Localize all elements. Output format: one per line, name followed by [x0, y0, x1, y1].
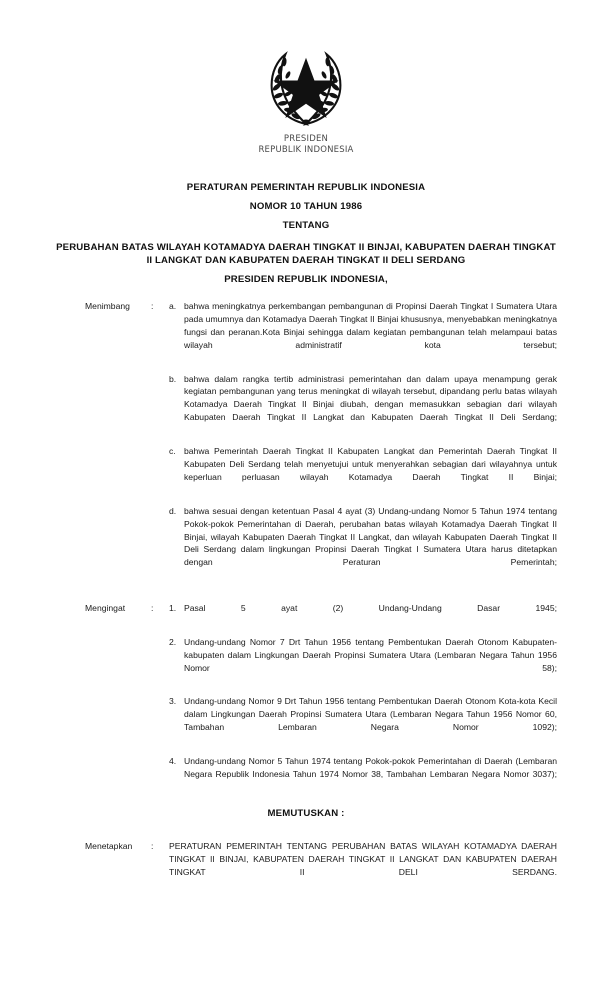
title-tentang: TENTANG — [282, 220, 330, 231]
title-subject: PERUBAHAN BATAS WILAYAH KOTAMADYA DAERAH TINGKAT II BINJAI, KABUPATEN DAERAH TINGKAT II LANGKAT DAN KABUPATEN DAERAH TINGKAT II DELI SERDANG — [56, 242, 556, 266]
list-item — [169, 755, 557, 794]
list-item — [169, 695, 557, 747]
list-item-text: bahwa dalam rangka tertib administrasi pemerintahan dan dalam upaya menampung gerak kegiatan pembangunan yang terus meningkat di wilayah tersebut, dipandang perlu batas wilayah Kotamadya Daerah Tingkat II Binjai diubah, dengan memasukkan sebagian dari wilayah Kabupaten Daerah Tingkat II Langkat dan Kabupaten Daerah Tingkat II Deli Serdang; — [184, 373, 557, 423]
emblem-caption-line2: REPUBLIK INDONESIA — [258, 145, 354, 155]
list-item — [169, 445, 557, 497]
list-item — [169, 636, 557, 688]
emblem-caption — [0, 134, 612, 156]
list-item-marker: 3. — [169, 696, 177, 707]
emblem-caption-line1: PRESIDEN — [283, 134, 329, 144]
list-item-text: Pasal 5 ayat (2) Undang-Undang Dasar 1945; — [184, 603, 557, 613]
mengingat-colon: : — [151, 603, 154, 613]
mengingat-items — [169, 602, 557, 794]
mengingat-section — [85, 602, 557, 794]
list-item-text: bahwa sesuai dengan ketentuan Pasal 4 ayat (3) Undang-undang Nomor 5 Tahun 1974 tentang Pokok-pokok Pemerintahan di Daerah, perubahan batas wilayah Kotamadya Daerah Tingkat II Binjai, wilayah Kabupaten Daerah Tingkat II Langkat, dan wilayah Kabupaten Daerah Tingkat II Deli Serdang dalam lingkungan Propinsi Daerah Tingkat I Sumatera Utara harus ditetapkan dengan Peraturan Pemerintah; — [184, 505, 557, 568]
list-item-marker: 1. — [169, 603, 177, 613]
menetapkan-text: PERATURAN PEMERINTAH TENTANG PERUBAHAN BATAS WILAYAH KOTAMADYA DAERAH TINGKAT II BINJAI, KABUPATEN DAERAH TINGKAT II LANGKAT DAN KABUPATEN DAERAH TINGKAT II DELI SERDANG. — [169, 841, 557, 877]
menetapkan-body — [169, 840, 557, 892]
mengingat-label: Mengingat — [85, 603, 126, 613]
title-number: NOMOR 10 TAHUN 1986 — [249, 201, 363, 212]
menetapkan-colon: : — [151, 841, 154, 851]
menetapkan-section — [85, 840, 557, 892]
masthead — [0, 44, 612, 156]
title-regulation-type: PERATURAN PEMERINTAH REPUBLIK INDONESIA — [186, 182, 426, 193]
list-item-marker: c. — [169, 446, 176, 457]
list-item — [169, 373, 557, 438]
list-item-text: bahwa meningkatnya perkembangan pembangunan di Propinsi Daerah Tingkat I Sumatera Utara pada umumnya dan Kotamadya Daerah Tingkat II Binjai khususnya, menyebabkan meningkatnya fungsi dan peranan.Kota Binjai sehingga dalam kegiatan pembangunan telah melampaui batas wilayah administratif kota tersebut; — [184, 301, 557, 350]
list-item-text: Undang-undang Nomor 5 Tahun 1974 tentang Pokok-pokok Pemerintahan di Daerah (Lembaran Negara Republik Indonesia Tahun 1974 Nomor 38, Tambahan Lembaran Negara Nomor 3037); — [184, 756, 557, 779]
presiden-heading: PRESIDEN REPUBLIK INDONESIA, — [224, 274, 388, 285]
list-item — [169, 300, 557, 365]
list-item-marker: d. — [169, 505, 177, 516]
list-item-text: Undang-undang Nomor 7 Drt Tahun 1956 tentang Pembentukan Daerah Otonom Kabupaten-kabupaten dalam Lingkungan Daerah Propinsi Sumatera Utara (Lembaran Negara Tahun 1956 Nomor 58); — [184, 636, 557, 673]
list-item-marker: b. — [169, 373, 177, 384]
list-item — [169, 505, 557, 582]
document-title-block — [56, 178, 556, 267]
list-item — [169, 602, 557, 628]
menetapkan-label: Menetapkan — [85, 841, 133, 851]
menimbang-items — [169, 300, 557, 582]
list-item-marker: 2. — [169, 636, 177, 647]
list-item-text: bahwa Pemerintah Daerah Tingkat II Kabupaten Langkat dan Pemerintah Daerah Tingkat II Kabupaten Deli Serdang telah menyetujui untuk menyerahkan sebagian dari wilayahnya untuk keperluan perluasan wilayah Kotamadya Daerah Tingkat II Binjai; — [184, 446, 557, 482]
memutuskan-heading: MEMUTUSKAN : — [267, 808, 345, 819]
garuda-star-wreath-emblem — [263, 44, 349, 130]
list-item-text: Undang-undang Nomor 9 Drt Tahun 1956 tentang Pembentukan Daerah Otonom Kota-kota Kecil dalam Lingkungan Daerah Propinsi Sumatera Utara (Lembaran Negara Tahun 1956 Nomor 60, Tambahan Lembaran Negara Nomor 1092); — [184, 696, 557, 733]
menimbang-label: Menimbang — [85, 301, 130, 311]
menimbang-section — [85, 300, 557, 582]
menimbang-colon: : — [151, 301, 154, 311]
list-item-marker: a. — [169, 301, 177, 311]
list-item-marker: 4. — [169, 756, 177, 767]
